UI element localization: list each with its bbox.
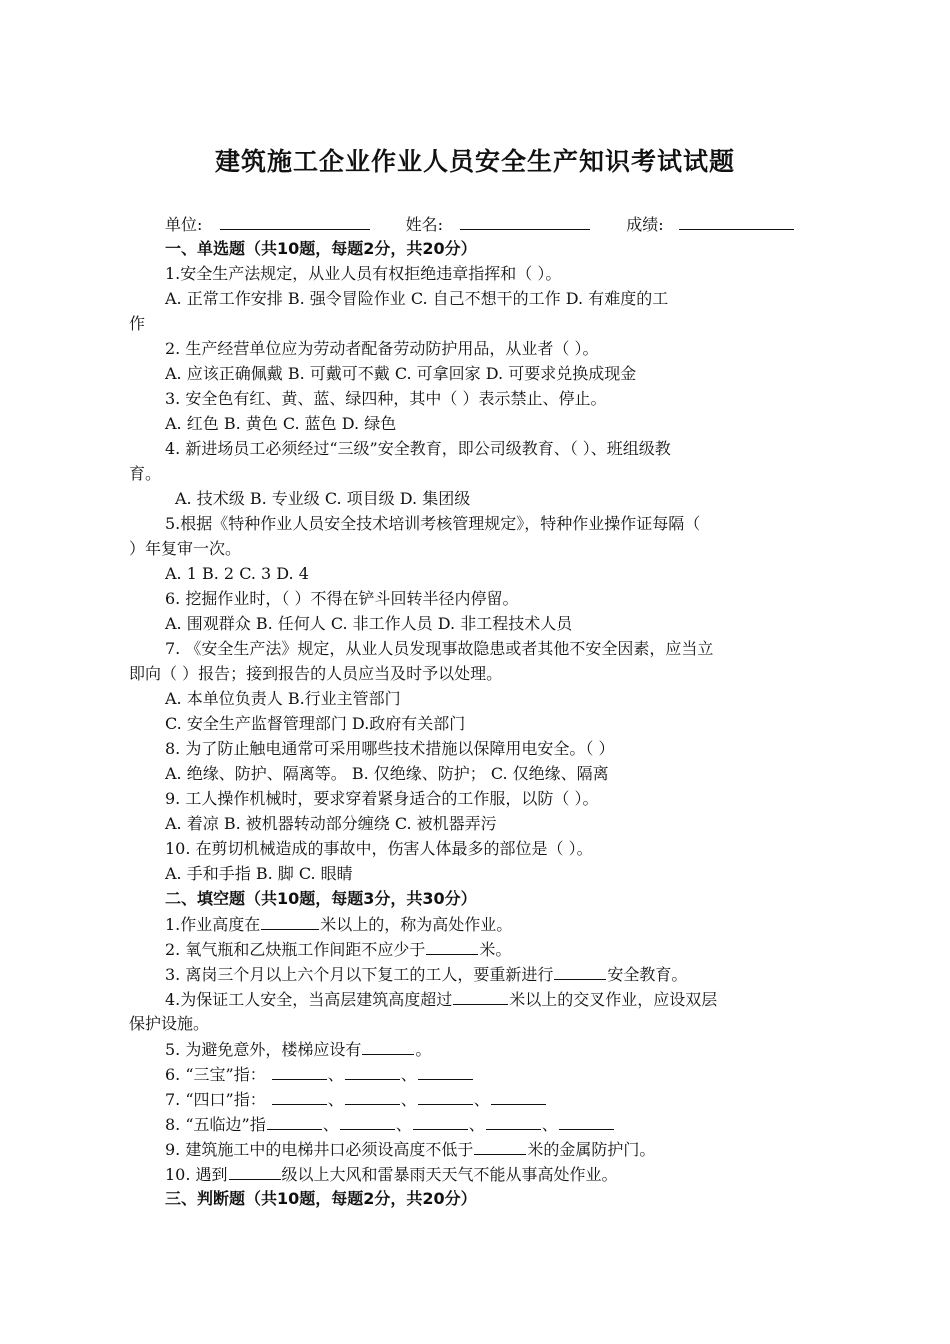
header-row <box>165 213 795 236</box>
separator: 、 <box>400 1065 417 1084</box>
answer-blank[interactable] <box>486 1113 541 1130</box>
question-text: 安全教育。 <box>607 965 688 984</box>
name-label: 姓名: <box>405 215 443 234</box>
option-line: A. 应该正确佩戴 B. 可戴可不戴 C. 可拿回家 D. 可要求兑换成现金 <box>165 364 637 383</box>
answer-blank[interactable] <box>345 1063 400 1080</box>
option-line: A. 1 B. 2 C. 3 D. 4 <box>165 564 309 583</box>
separator: 、 <box>473 1090 490 1109</box>
question-text: 4.为保证工人安全，当高层建筑高度超过 <box>165 990 453 1009</box>
wrapped-line: 即向（ ）报告；接到报告的人员应当及时予以处理。 <box>129 664 503 683</box>
question-line: 4. 新进场员工必须经过“三级”安全教育，即公司级教育、（ ）、班组级教 <box>165 439 671 458</box>
question-line: 10. 在剪切机械造成的事故中，伤害人体最多的部位是（ ）。 <box>165 839 593 858</box>
question-line: 8. 为了防止触电通常可采用哪些技术措施以保障用电安全。（ ） <box>165 739 615 758</box>
question-text: 级以上大风和雷暴雨天天气不能从事高处作业。 <box>281 1165 618 1184</box>
question-text: 米的金属防护门。 <box>527 1140 656 1159</box>
answer-blank[interactable] <box>559 1113 614 1130</box>
separator: 、 <box>400 1090 417 1109</box>
fill-question-2 <box>165 938 511 961</box>
score-blank[interactable] <box>679 213 794 230</box>
question-line: 3. 安全色有红、黄、蓝、绿四种，其中（ ）表示禁止、停止。 <box>165 389 607 408</box>
answer-blank[interactable] <box>453 988 508 1005</box>
option-line: C. 安全生产监督管理部门 D.政府有关部门 <box>165 714 466 733</box>
question-text: 。 <box>415 1040 432 1059</box>
separator: 、 <box>468 1115 485 1134</box>
option-line: A. 技术级 B. 专业级 C. 项目级 D. 集团级 <box>175 489 471 508</box>
fill-question-5 <box>165 1038 431 1061</box>
option-line: A. 正常工作安排 B. 强令冒险作业 C. 自己不想干的工作 D. 有难度的工 <box>165 289 669 308</box>
answer-blank[interactable] <box>272 1063 327 1080</box>
question-line: 6. 挖掘作业时，（ ）不得在铲斗回转半径内停留。 <box>165 589 519 608</box>
question-line: 2. 生产经营单位应为劳动者配备劳动防护用品，从业者（ ）。 <box>165 339 599 358</box>
question-text: 5. 为避免意外，楼梯应设有 <box>165 1040 362 1059</box>
question-text: 10. 遇到 <box>165 1165 228 1184</box>
score-label: 成绩: <box>626 215 664 234</box>
question-text: 米以上的，称为高处作业。 <box>320 915 513 934</box>
fill-question-7 <box>165 1088 547 1111</box>
answer-blank[interactable] <box>426 938 478 955</box>
section-heading-true-false: 三、判断题（共10题，每题2分，共20分） <box>165 1189 477 1208</box>
fill-question-1 <box>165 913 512 936</box>
answer-blank[interactable] <box>272 1088 327 1105</box>
answer-blank[interactable] <box>340 1113 395 1130</box>
answer-blank[interactable] <box>418 1088 473 1105</box>
answer-blank[interactable] <box>345 1088 400 1105</box>
fill-question-6 <box>165 1063 474 1086</box>
answer-blank[interactable] <box>362 1038 414 1055</box>
fill-question-8 <box>165 1113 615 1136</box>
question-text: 7. “四口”指： <box>165 1090 266 1109</box>
answer-blank[interactable] <box>554 963 606 980</box>
answer-blank[interactable] <box>474 1138 526 1155</box>
question-text: 米以上的交叉作业，应设双层 <box>509 990 718 1009</box>
option-line: A. 手和手指 B. 脚 C. 眼睛 <box>165 864 353 883</box>
question-text: 1.作业高度在 <box>165 915 261 934</box>
answer-blank[interactable] <box>418 1063 473 1080</box>
fill-question-10 <box>165 1163 618 1186</box>
question-line: 7. 《安全生产法》规定，从业人员发现事故隐患或者其他不安全因素，应当立 <box>165 639 714 658</box>
question-text: 2. 氧气瓶和乙炔瓶工作间距不应少于 <box>165 940 426 959</box>
question-text: 6. “三宝”指： <box>165 1065 266 1084</box>
unit-label: 单位: <box>165 215 203 234</box>
fill-question-4 <box>165 988 717 1011</box>
separator: 、 <box>327 1065 344 1084</box>
fill-question-9 <box>165 1138 655 1161</box>
answer-blank[interactable] <box>261 913 319 930</box>
separator: 、 <box>395 1115 412 1134</box>
separator: 、 <box>322 1115 339 1134</box>
option-line: A. 着凉 B. 被机器转动部分缠绕 C. 被机器弄污 <box>165 814 497 833</box>
section-heading-fill-blank: 二、填空题（共10题，每题3分，共30分） <box>165 889 477 908</box>
fill-question-3 <box>165 963 687 986</box>
question-text: 米。 <box>479 940 512 959</box>
separator: 、 <box>327 1090 344 1109</box>
option-line: A. 绝缘、防护、隔离等。 B. 仅绝缘、防护； C. 仅绝缘、隔离 <box>165 764 609 783</box>
answer-blank[interactable] <box>229 1163 281 1180</box>
section-heading-single-choice: 一、单选题（共10题，每题2分，共20分） <box>165 239 477 258</box>
option-line: A. 围观群众 B. 任何人 C. 非工作人员 D. 非工程技术人员 <box>165 614 573 633</box>
separator: 、 <box>541 1115 558 1134</box>
wrapped-line: ）年复审一次。 <box>129 539 242 558</box>
option-line: A. 本单位负责人 B.行业主管部门 <box>165 689 401 708</box>
unit-blank[interactable] <box>220 213 370 230</box>
question-text: 3. 离岗三个月以上六个月以下复工的工人，要重新进行 <box>165 965 554 984</box>
name-blank[interactable] <box>460 213 590 230</box>
answer-blank[interactable] <box>491 1088 546 1105</box>
option-line: A. 红色 B. 黄色 C. 蓝色 D. 绿色 <box>165 414 397 433</box>
question-text: 8. “五临边”指 <box>165 1115 266 1134</box>
answer-blank[interactable] <box>413 1113 468 1130</box>
question-line: 9. 工人操作机械时，要求穿着紧身适合的工作服，以防（ ）。 <box>165 789 599 808</box>
question-line: 1.安全生产法规定，从业人员有权拒绝违章指挥和（ ）。 <box>165 264 562 283</box>
wrapped-line: 保护设施。 <box>129 1014 210 1033</box>
question-line: 5.根据《特种作业人员安全技术培训考核管理规定》，特种作业操作证每隔（ <box>165 514 701 533</box>
answer-blank[interactable] <box>267 1113 322 1130</box>
wrapped-line: 育。 <box>129 464 162 483</box>
question-text: 9. 建筑施工中的电梯井口必须设高度不低于 <box>165 1140 474 1159</box>
wrapped-line: 作 <box>129 314 146 333</box>
page-title: 建筑施工企业作业人员安全生产知识考试试题 <box>214 147 735 176</box>
